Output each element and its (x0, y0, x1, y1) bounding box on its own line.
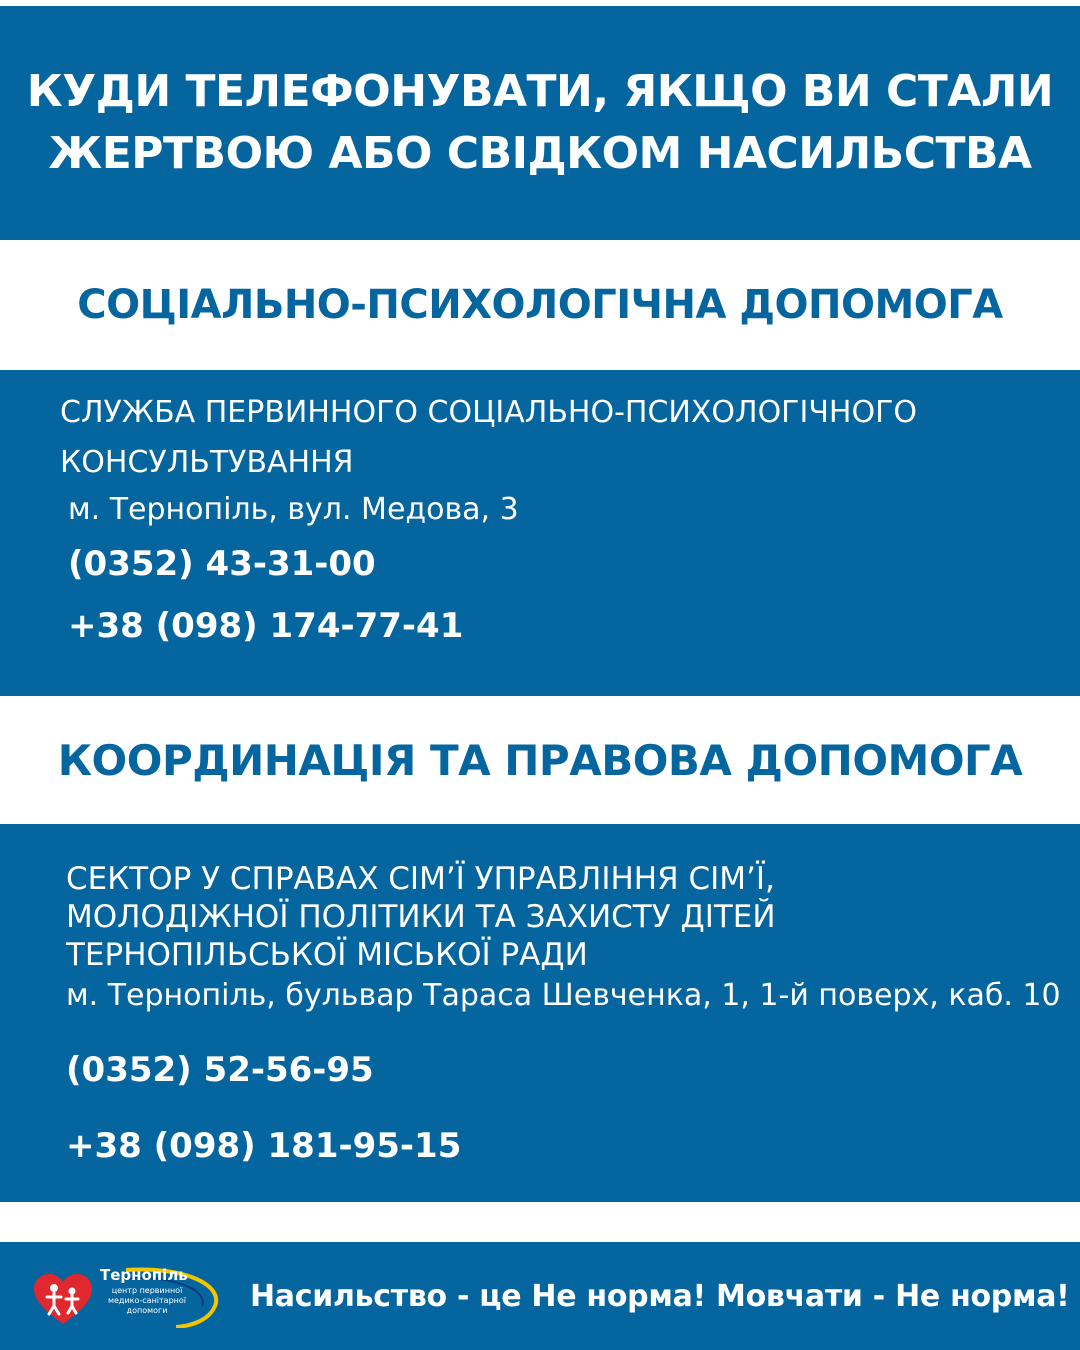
slogan: Насильство - це Не норма! Мовчати - Не норма! (250, 1278, 1070, 1314)
logo (34, 1266, 224, 1328)
section-coordination-legal (0, 824, 1080, 1202)
phone-number-landline[interactable]: (0352) 43-31-00 (68, 544, 376, 584)
page-title (27, 61, 1053, 185)
page-title-line1: КУДИ ТЕЛЕФОНУВАТИ, ЯКЩО ВИ СТАЛИ (26, 66, 1054, 117)
heart-family-icon (34, 1274, 92, 1326)
address: м. Тернопіль, бульвар Тараса Шевченка, 1, 1-й поверх, каб. 10 (66, 978, 1061, 1013)
organization-name (66, 860, 1046, 974)
organization-name-line2: КОНСУЛЬТУВАННЯ (60, 445, 354, 480)
logo-subtitle (106, 1286, 188, 1316)
phone-number-landline[interactable]: (0352) 52-56-95 (66, 1050, 374, 1090)
page-title-line2: ЖЕРТВОЮ АБО СВІДКОМ НАСИЛЬСТВА (48, 128, 1032, 179)
header-banner (0, 6, 1080, 240)
section-social-psychological (0, 370, 1080, 696)
organization-name-line1: СЛУЖБА ПЕРВИННОГО СОЦІАЛЬНО-ПСИХОЛОГІЧНОГО (60, 395, 917, 430)
section-title-coordination-legal: КООРДИНАЦІЯ ТА ПРАВОВА ДОПОМОГА (0, 696, 1080, 824)
organization-name (60, 388, 1040, 488)
logo-subtitle-line2: медико-санітарної (107, 1296, 187, 1305)
footer-banner (0, 1242, 1080, 1350)
organization-name-line3: ТЕРНОПІЛЬСЬКОЇ МІСЬКОЇ РАДИ (66, 937, 588, 973)
phone-number-mobile[interactable]: +38 (098) 174-77-41 (68, 606, 464, 646)
phone-number-mobile[interactable]: +38 (098) 181-95-15 (66, 1126, 462, 1166)
organization-name-line1: СЕКТОР У СПРАВАХ СІМ’Ї УПРАВЛІННЯ СІМ’Ї, (66, 861, 775, 897)
logo-subtitle-line3: допомоги (126, 1306, 168, 1315)
logo-subtitle-line1: центр первинної (111, 1286, 183, 1295)
section-title-social-psychological: СОЦІАЛЬНО-ПСИХОЛОГІЧНА ДОПОМОГА (0, 240, 1080, 370)
address: м. Тернопіль, вул. Медова, 3 (68, 492, 519, 527)
organization-name-line2: МОЛОДІЖНОЇ ПОЛІТИКИ ТА ЗАХИСТУ ДІТЕЙ (66, 899, 776, 935)
logo-city-name: Тернопіль (100, 1266, 188, 1284)
